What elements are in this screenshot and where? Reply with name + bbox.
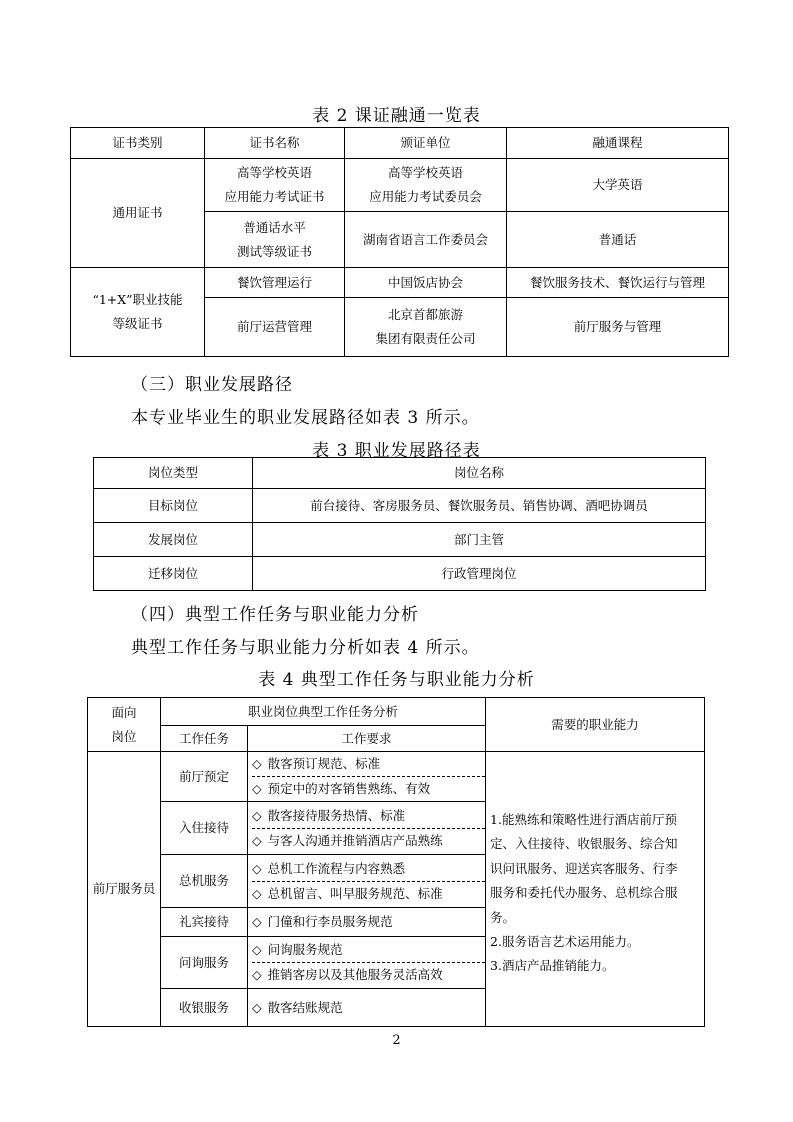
table4-req-item: ◇ 总机留言、叫早服务规范、标准 [252,881,485,906]
table2-header-issuer: 颁证单位 [345,128,507,159]
table4-req-item: ◇ 散客结账规范 [252,999,343,1015]
table4-header-req: 工作要求 [248,726,486,752]
table3-post-names: 前台接待、客房服务员、餐饮服务员、销售协调、酒吧协调员 [253,489,706,523]
table2-header-category: 证书类别 [71,128,205,159]
table3-post-names: 部门主管 [253,523,706,557]
table2 [70,127,729,357]
table2-cert-course: 大学英语 [507,159,729,212]
table4-header-group: 职业岗位典型工作任务分析 [161,698,486,726]
table4-reqs [248,937,486,989]
table2-header-course: 融通课程 [507,128,729,159]
table4-reqs [248,908,486,937]
table4-task: 问询服务 [161,937,248,989]
table2-cert-issuer: 高等学校英语 应用能力考试委员会 [345,159,507,212]
table4-task: 入住接待 [161,802,248,855]
table4-req-item: ◇ 与客人沟通并推销酒店产品熟练 [252,828,485,853]
table3-header-names: 岗位名称 [253,458,706,489]
table4-reqs [248,802,486,855]
table3-post-type: 迁移岗位 [94,557,253,591]
section4-heading: （四）典型工作任务与职业能力分析 [131,605,419,625]
table4-reqs [248,752,486,802]
table4-req-item: ◇ 推销客房以及其他服务灵活高效 [252,962,485,987]
table4-task: 前厅预定 [161,752,248,802]
table2-cert-course: 前厅服务与管理 [507,298,729,357]
section3-intro: 本专业毕业生的职业发展路径如表 3 所示。 [131,408,480,428]
table4-header-post: 面向 岗位 [88,698,161,752]
table4-req-item: ◇ 问询服务规范 [252,942,343,958]
table2-category-general: 通用证书 [71,159,205,268]
table2-category-1x: “1+X”职业技能 等级证书 [71,268,205,357]
table3-header-type: 岗位类型 [94,458,253,489]
table4-post: 前厅服务员 [88,752,161,1027]
table4-req-item: ◇ 散客接待服务热情、标准 [252,807,406,823]
table2-cert-course: 普通话 [507,212,729,268]
table3-caption: 表 3 职业发展路径表 [312,441,481,461]
table4-reqs [248,989,486,1027]
table2-caption: 表 2 课证融通一览表 [312,106,481,126]
table2-cert-name: 普通话水平 测试等级证书 [205,212,345,268]
table4-task: 总机服务 [161,855,248,908]
table2-header-name: 证书名称 [205,128,345,159]
table4-header-task: 工作任务 [161,726,248,752]
table3-post-names: 行政管理岗位 [253,557,706,591]
table4-req-item: ◇ 预定中的对客销售熟练、有效 [252,776,485,801]
section3-heading: （三）职业发展路径 [131,375,293,395]
table4-req-item: ◇ 门僮和行李员服务规范 [252,914,393,930]
table3-post-type: 目标岗位 [94,489,253,523]
table2-cert-issuer: 湖南省语言工作委员会 [345,212,507,268]
table3-post-type: 发展岗位 [94,523,253,557]
table2-cert-name: 高等学校英语 应用能力考试证书 [205,159,345,212]
table2-cert-course: 餐饮服务技术、餐饮运行与管理 [507,268,729,298]
table4-req-item: ◇ 散客预订规范、标准 [252,756,381,772]
table4-abilities: 1.能熟练和策略性进行酒店前厅预 定、入住接待、收银服务、综合知 识问讯服务、迎送宾客服务、行李 服务和委托代办服务、总机综合服 务。 2.服务语言艺术运用能力。 3.酒店产品推销能力。 [486,752,705,1027]
table3 [93,457,706,591]
section4-intro: 典型工作任务与职业能力分析如表 4 所示。 [131,638,480,658]
table4-reqs [248,855,486,908]
table2-cert-issuer: 北京首都旅游 集团有限责任公司 [345,298,507,357]
table2-cert-issuer: 中国饭店协会 [345,268,507,298]
page-number: 2 [392,1033,401,1048]
table2-cert-name: 前厅运营管理 [205,298,345,357]
table4-caption: 表 4 典型工作任务与职业能力分析 [258,670,535,690]
table4-task: 礼宾接待 [161,908,248,937]
table4-req-item: ◇ 总机工作流程与内容熟悉 [252,860,406,876]
table4 [87,697,705,1027]
table2-cert-name: 餐饮管理运行 [205,268,345,298]
table4-header-ability: 需要的职业能力 [486,698,705,752]
table4-task: 收银服务 [161,989,248,1027]
